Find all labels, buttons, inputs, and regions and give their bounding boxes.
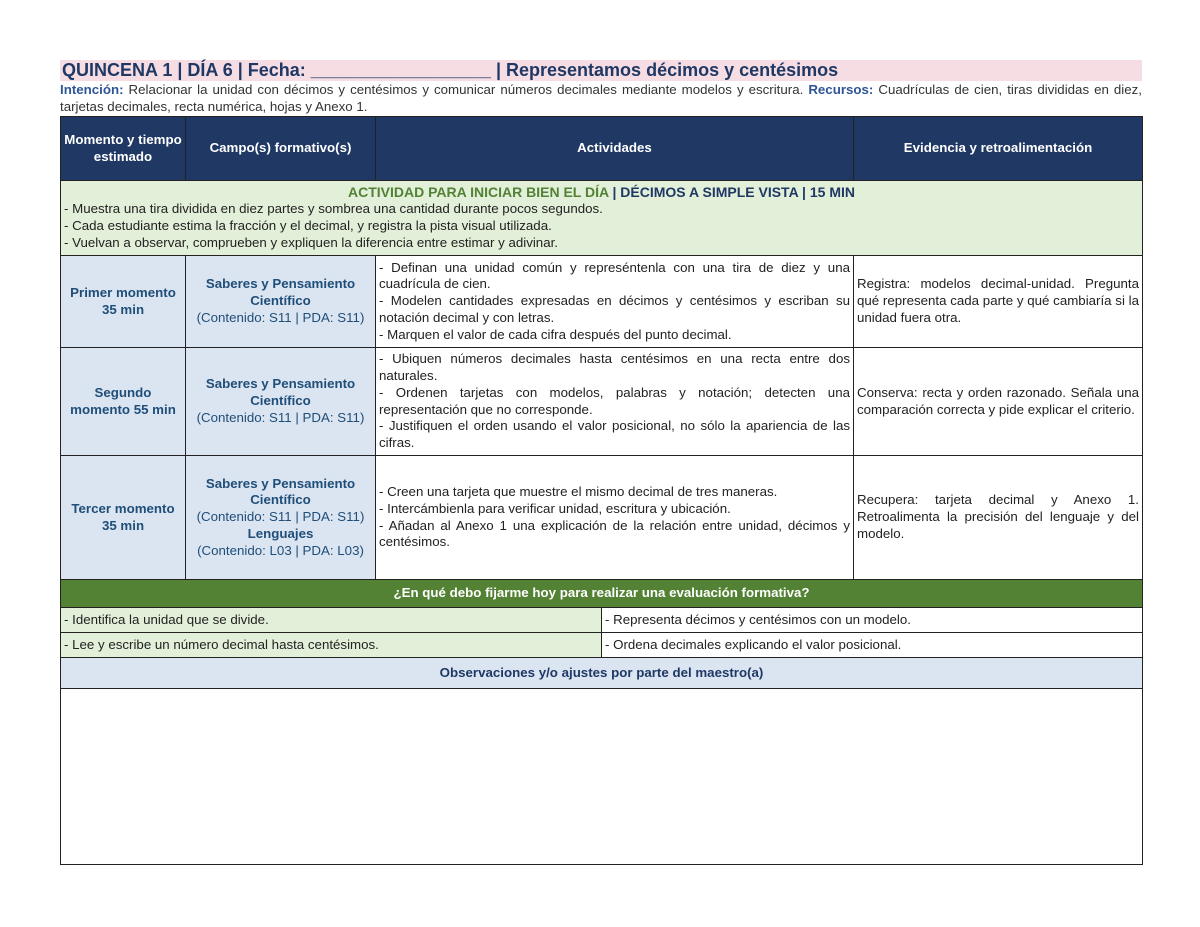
campo-name: Saberes y Pensamiento Científico (205, 276, 356, 309)
moment-label: Tercer momento 35 min (61, 456, 186, 580)
table-header-row (61, 117, 1143, 181)
moment-label: Segundo momento 55 min (61, 348, 186, 456)
activity-item: - Intercámbienla para verificar unidad, escritura y ubicación. (379, 500, 731, 516)
formative-title: ¿En qué debo fijarme hoy para realizar una evaluación formativa? (61, 580, 1143, 608)
campo-name: Saberes y Pensamiento Científico (205, 475, 356, 508)
lesson-plan-page (60, 60, 1142, 865)
warmup-item: - Muestra una tira dividida en diez partes y sombrea una cantidad durante pocos segundos. (64, 201, 603, 217)
campo-cell (186, 256, 376, 348)
warmup-item: - Vuelvan a observar, comprueben y expliquen la diferencia entre estimar y adivinar. (64, 234, 558, 250)
lesson-plan-table (60, 116, 1143, 865)
observations-area-row (61, 689, 1143, 865)
campo-content: (Contenido: S11 | PDA: S11) (196, 509, 365, 525)
observations-title: Observaciones y/o ajustes por parte del maestro(a) (61, 658, 1143, 689)
evidence-cell: Conserva: recta y orden razonado. Señala una comparación correcta y pide explicar el criterio. (854, 348, 1143, 456)
resources-label: Recursos: (808, 82, 874, 97)
campo-content-2: (Contenido: L03 | PDA: L03) (197, 542, 364, 558)
activity-item: - Añadan al Anexo 1 una explicación de la relación entre unidad, décimos y centésimos. (379, 517, 850, 550)
criteria-pair-cell (61, 633, 1143, 658)
activity-item: - Definan una unidad común y represéntenla con una tira de diez y una cuadrícula de cien. (379, 259, 850, 292)
activities-cell (376, 456, 854, 580)
activity-item: - Ordenen tarjetas con modelos, palabras y notación; detecten una representación que no corresponde. (379, 384, 850, 417)
page-title: QUINCENA 1 | DÍA 6 | Fecha: __________________ | Representamos décimos y centésimos (60, 60, 1142, 81)
intent-text: Relacionar la unidad con décimos y centésimos y comunicar números decimales mediante modelos y escritura. (123, 82, 809, 97)
campo-name: Saberes y Pensamiento Científico (205, 376, 356, 409)
criterion-item: - Identifica la unidad que se divide. (61, 608, 602, 632)
warmup-cell (61, 181, 1143, 256)
evidence-cell: Recupera: tarjeta decimal y Anexo 1. Retroalimenta la precisión del lenguaje y del modelo. (854, 456, 1143, 580)
header-momento: Momento y tiempo estimado (61, 117, 186, 181)
campo-name-2: Lenguajes (247, 525, 314, 541)
criteria-pair-cell (61, 608, 1143, 633)
campo-content: (Contenido: S11 | PDA: S11) (196, 309, 365, 325)
criterion-item: - Ordena decimales explicando el valor posicional. (602, 633, 1143, 657)
activity-item: - Marquen el valor de cada cifra después del punto decimal. (379, 326, 732, 342)
warmup-item: - Cada estudiante estima la fracción y el decimal, y registra la pista visual utilizada. (64, 218, 552, 234)
observations-area[interactable] (61, 689, 1143, 865)
header-actividades: Actividades (376, 117, 854, 181)
moment-label: Primer momento 35 min (61, 256, 186, 348)
criterion-item: - Lee y escribe un número decimal hasta centésimos. (61, 633, 602, 657)
moment-row-3 (61, 456, 1143, 580)
moment-row-2 (61, 348, 1143, 456)
intent-paragraph (60, 82, 1142, 115)
warmup-row (61, 181, 1143, 256)
formative-title-row (61, 580, 1143, 608)
activities-cell (376, 256, 854, 348)
warmup-title-b: DÉCIMOS A SIMPLE VISTA | 15 MIN (620, 184, 855, 201)
criteria-row (61, 608, 1143, 633)
activities-cell (376, 348, 854, 456)
activity-item: - Creen una tarjeta que muestre el mismo decimal de tres maneras. (379, 484, 778, 500)
evidence-cell: Registra: modelos decimal-unidad. Pregunta qué representa cada parte y qué cambiaría si la unidad fuera otra. (854, 256, 1143, 348)
resources-text: Cuadrículas de cien, tiras divididas en diez, tarjetas decimales, recta numérica, hojas y Anexo 1. (60, 82, 1142, 114)
warmup-title-a: ACTIVIDAD PARA INICIAR BIEN EL DÍA (348, 184, 609, 201)
warmup-title (64, 184, 1139, 201)
activity-item: - Justifiquen el orden usando el valor posicional, no sólo la apariencia de las cifras. (379, 418, 850, 450)
criterion-item: - Representa décimos y centésimos con un modelo. (602, 608, 1143, 632)
observations-title-row (61, 658, 1143, 689)
moment-row-1 (61, 256, 1143, 348)
header-evidencia: Evidencia y retroalimentación (854, 117, 1143, 181)
header-campo: Campo(s) formativo(s) (186, 117, 376, 181)
activity-item: - Modelen cantidades expresadas en décimos y centésimos y escriban su notación decimal y con letras. (379, 293, 850, 325)
campo-cell (186, 456, 376, 580)
activity-item: - Ubiquen números decimales hasta centésimos en una recta entre dos naturales. (379, 351, 850, 384)
criteria-row (61, 633, 1143, 658)
warmup-title-sep: | (608, 184, 621, 201)
intent-label: Intención: (60, 82, 124, 97)
campo-content: (Contenido: S11 | PDA: S11) (196, 409, 365, 425)
campo-cell (186, 348, 376, 456)
